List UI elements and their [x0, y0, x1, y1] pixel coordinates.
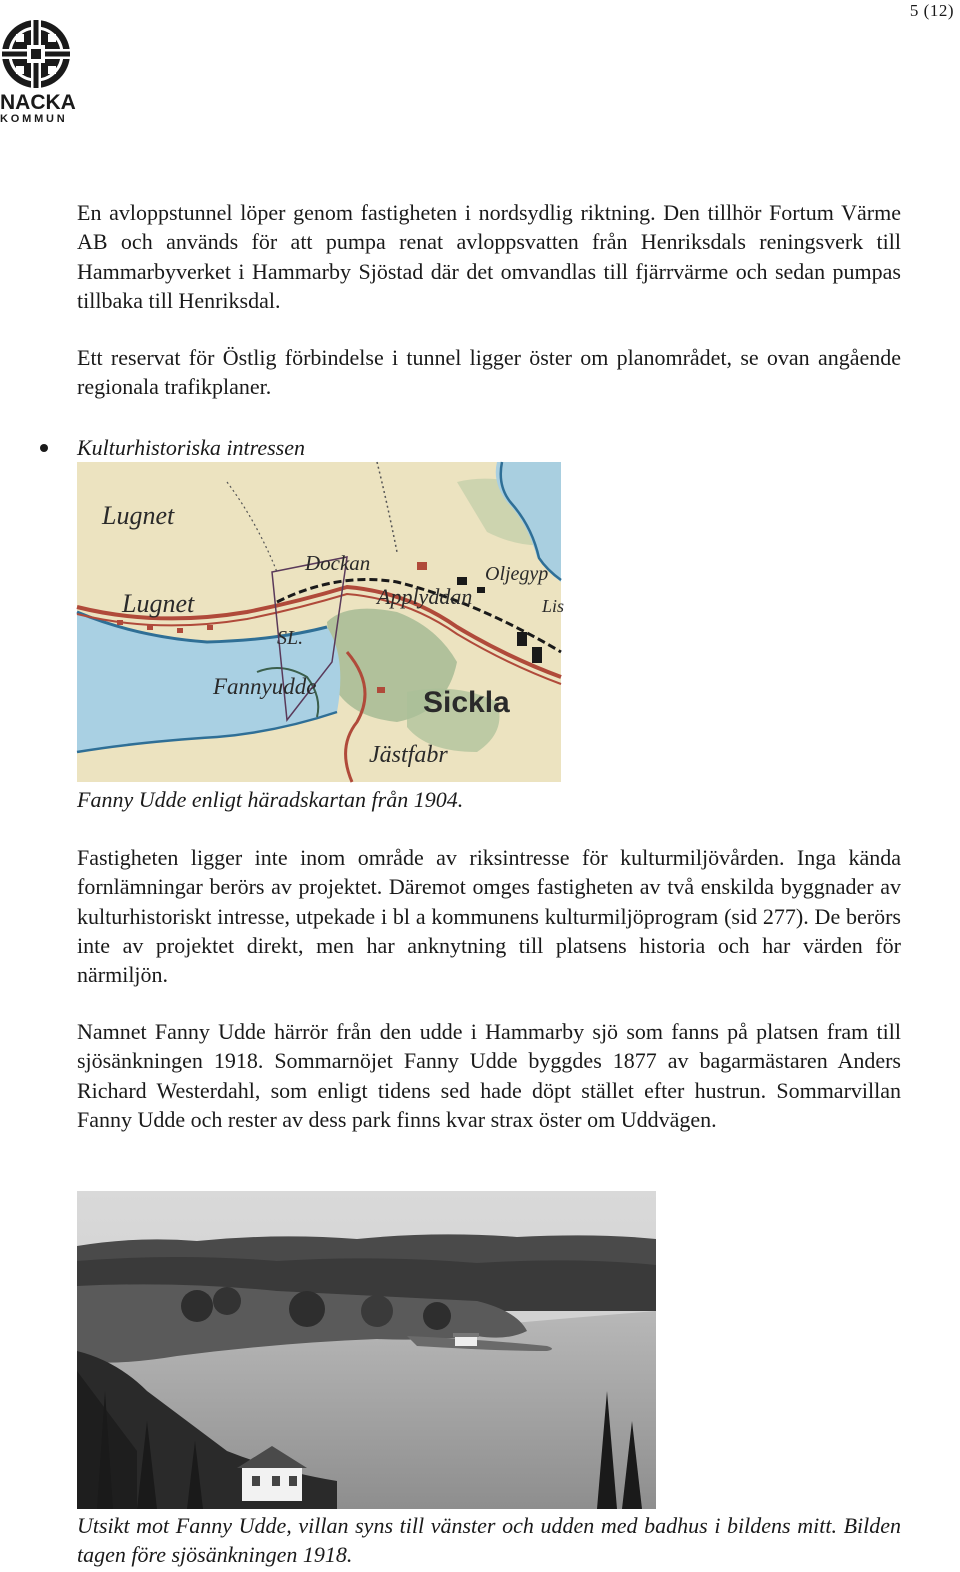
paragraph-namnet: Namnet Fanny Udde härrör från den udde i Hammarby sjö som fanns på platsen fram till sjösänkningen 1918. Sommarnöjet Fanny Udde byggdes 1877 av bagarmästaren Anders Richard Westerdahl, som enligt tidens sed hade döpt stället efter hustrun. Sommarvillan Fanny Udde och rester av dess park finns kvar strax öster om Uddvägen. — [77, 1019, 901, 1132]
page-number: 5 (12) — [909, 1, 954, 20]
paragraph-reservat: Ett reservat för Östlig förbindelse i tunnel ligger öster om planområdet, se ovan angående regionala trafikplaner. — [77, 345, 901, 400]
paragraph-avloppstunnel: En avloppstunnel löper genom fastigheten i nordsydlig riktning. Den tillhör Fortum Värme AB och används för att pumpa renat avloppsvatten från Henriksdals reningsverk till Hammarbyverket i Hammarby Sjöstad där det omvandlas till fjärrvärme och sedan pumpas tillbaka till Henriksdal. — [77, 200, 901, 313]
photo-caption: Utsikt mot Fanny Udde, villan syns till vänster och udden med badhus i bildens mitt. Bilden tagen före sjösänkningen 1918. — [77, 1513, 901, 1568]
bullet-item-kulturhistoriska — [0, 433, 901, 463]
bullet-icon — [40, 444, 48, 452]
map-label: Lis — [542, 596, 565, 616]
logo-name: NACKA — [0, 91, 76, 114]
paragraph-riksintresse: Fastigheten ligger inte inom område av riksintresse för kulturmiljövården. Inga kända fornlämningar berörs av projektet. Däremot omges fastigheten av två enskilda byggnader av kulturhistoriskt intresse, utpekade i bl a kommunens kulturmiljöprogram (sid 277). De berörs inte av projektet direkt, men har anknytning till platsens historia och har värden för närmiljön. — [77, 845, 901, 988]
map-label: Oljegyp — [485, 563, 549, 585]
historic-photo-image — [77, 1191, 656, 1509]
map-label: Dockan — [305, 551, 371, 575]
map-label: Sickla — [423, 686, 510, 719]
map-label: Lugnet — [122, 589, 195, 618]
logo-subtitle: KOMMUN — [0, 113, 68, 125]
map-caption: Fanny Udde enligt häradskartan från 1904. — [77, 787, 464, 812]
nacka-kommun-logo — [0, 18, 76, 125]
historic-map-image — [77, 462, 565, 782]
map-label: Jästfabr — [369, 742, 448, 768]
map-label: Fannyudde — [213, 674, 317, 699]
bullet-heading: Kulturhistoriska intressen — [77, 435, 305, 460]
map-label: Lugnet — [102, 501, 175, 530]
map-label: SL. — [277, 627, 304, 649]
map-label: Applyddan — [377, 584, 473, 609]
nacka-emblem-icon — [0, 18, 72, 90]
